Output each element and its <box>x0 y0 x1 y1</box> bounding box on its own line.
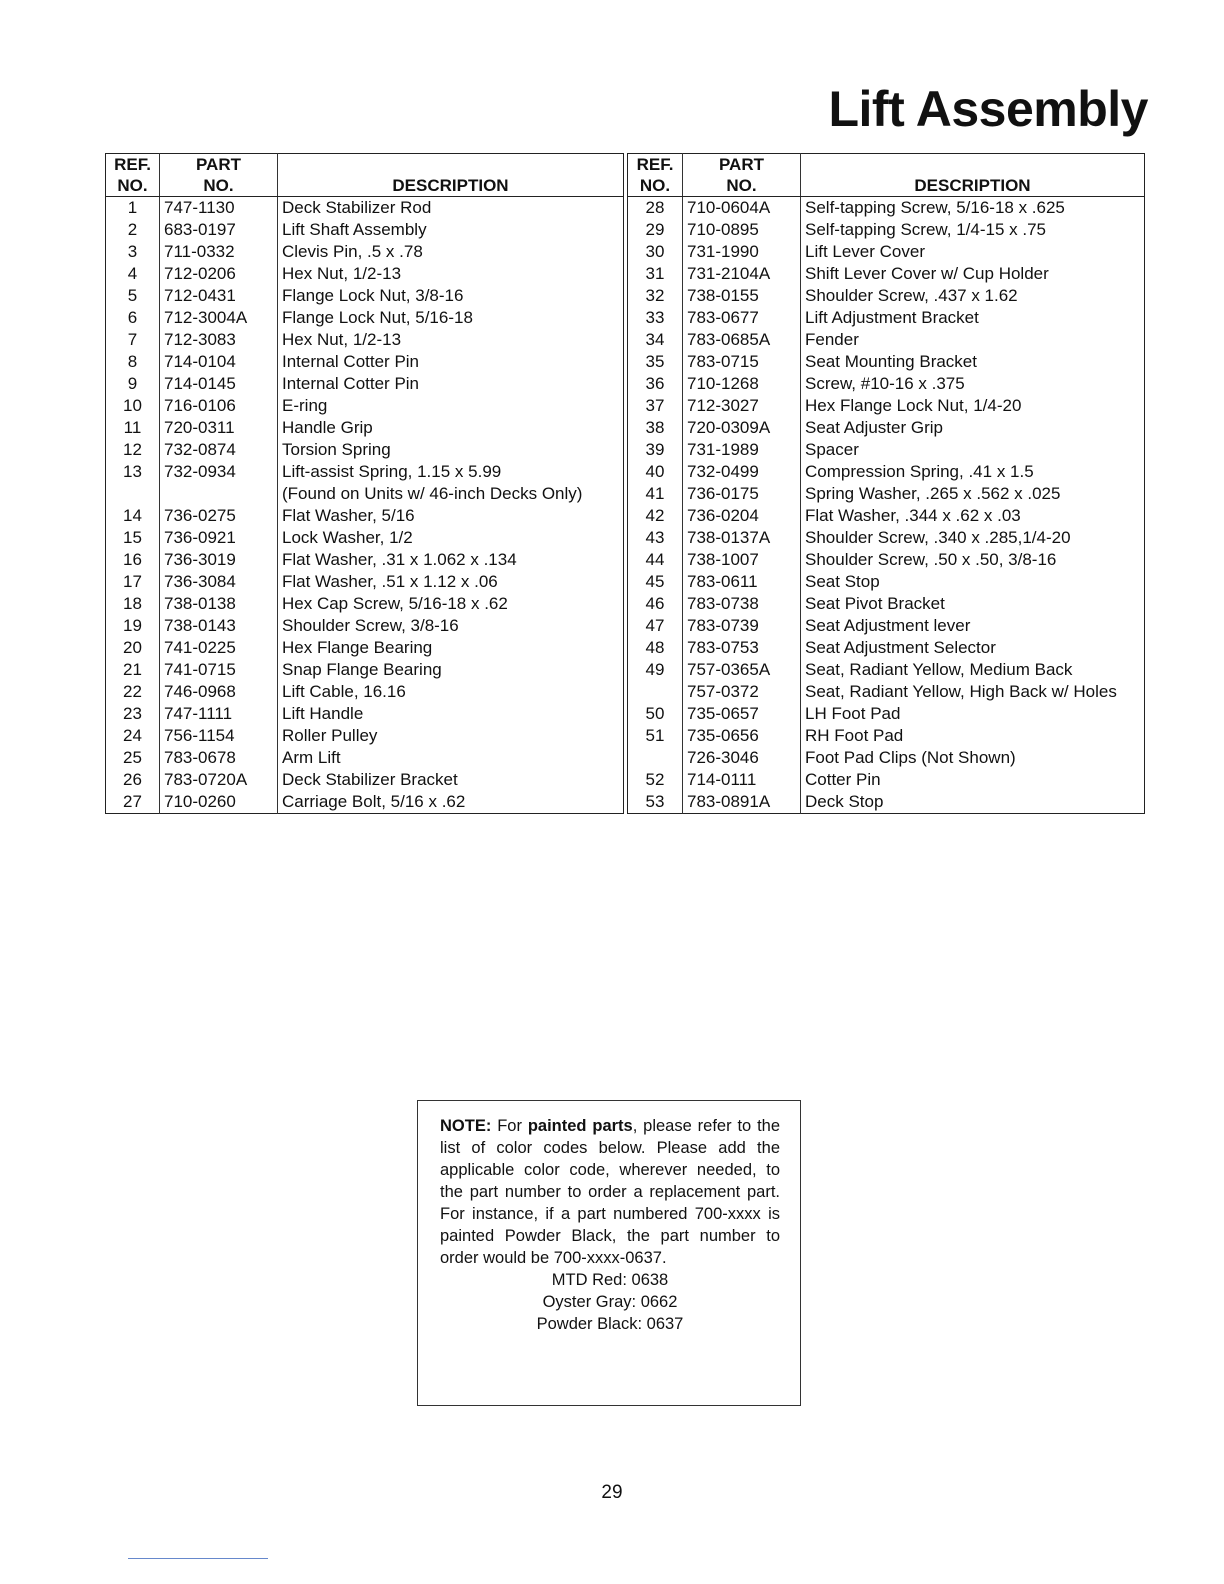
table-row <box>628 285 1145 307</box>
table-row <box>106 615 624 637</box>
ref-no-cell: 8 <box>127 352 138 371</box>
description-header: DESCRIPTION <box>278 154 624 197</box>
description-cell: Self-tapping Screw, 1/4-15 x .75 <box>801 219 1145 241</box>
description-cell: Deck Stop <box>801 791 1145 814</box>
part-no-cell: 731-2104A <box>683 263 801 285</box>
part-no-cell: 738-0155 <box>683 285 801 307</box>
part-no-cell: 738-0138 <box>160 593 278 615</box>
ref-no-cell: 10 <box>123 396 142 415</box>
part-no-cell: 732-0499 <box>683 461 801 483</box>
description-cell: Clevis Pin, .5 x .78 <box>278 241 624 263</box>
description-cell: Shoulder Screw, .437 x 1.62 <box>801 285 1145 307</box>
description-cell: Self-tapping Screw, 5/16-18 x .625 <box>801 197 1145 220</box>
table-row <box>106 483 624 505</box>
table-row <box>628 527 1145 549</box>
ref-no-cell: 48 <box>645 638 665 657</box>
part-no-header: PART NO. <box>160 154 278 197</box>
description-cell: Lift-assist Spring, 1.15 x 5.99 <box>278 461 624 483</box>
table-row <box>628 395 1145 417</box>
table-row <box>106 659 624 681</box>
part-no-cell: 783-0715 <box>683 351 801 373</box>
ref-no-cell: 46 <box>645 594 665 613</box>
ref-no-cell: 36 <box>645 374 665 393</box>
part-no-cell: 683-0197 <box>160 219 278 241</box>
painted-parts-note <box>417 1100 801 1406</box>
part-no-cell: 783-0738 <box>683 593 801 615</box>
ref-no-cell: 17 <box>123 572 142 591</box>
ref-no-cell: 3 <box>127 242 138 261</box>
description-cell: Seat Adjustment Selector <box>801 637 1145 659</box>
description-cell: Shoulder Screw, 3/8-16 <box>278 615 624 637</box>
table-row <box>628 307 1145 329</box>
note-emphasis: painted parts <box>527 1117 633 1135</box>
description-cell: Lift Cable, 16.16 <box>278 681 624 703</box>
ref-no-cell: 9 <box>127 374 138 393</box>
ref-no-cell: 23 <box>123 704 142 723</box>
table-row <box>628 681 1145 703</box>
ref-no-cell: 6 <box>127 308 138 327</box>
parts-table-left <box>105 153 624 814</box>
description-cell: Deck Stabilizer Rod <box>278 197 624 220</box>
ref-no-cell: 33 <box>645 308 665 327</box>
part-no-cell: 710-0604A <box>683 197 801 220</box>
color-code: Oyster Gray: 0662 <box>542 1293 678 1311</box>
description-cell: E-ring <box>278 395 624 417</box>
part-no-cell: 714-0111 <box>683 769 801 791</box>
ref-no-cell: 34 <box>645 330 665 349</box>
ref-no-cell: 13 <box>123 462 142 481</box>
table-row <box>628 615 1145 637</box>
table-row <box>628 439 1145 461</box>
part-no-cell: 741-0715 <box>160 659 278 681</box>
part-no-cell: 736-0204 <box>683 505 801 527</box>
description-cell: Flange Lock Nut, 3/8-16 <box>278 285 624 307</box>
part-no-cell: 720-0311 <box>160 417 278 439</box>
table-row <box>106 219 624 241</box>
part-no-cell: 783-0753 <box>683 637 801 659</box>
part-no-cell: 783-0611 <box>683 571 801 593</box>
description-cell: Cotter Pin <box>801 769 1145 791</box>
part-no-header: PART NO. <box>683 154 801 197</box>
part-no-cell: 756-1154 <box>160 725 278 747</box>
color-codes <box>440 1269 780 1335</box>
description-cell: Lift Shaft Assembly <box>278 219 624 241</box>
description-cell: Seat Mounting Bracket <box>801 351 1145 373</box>
ref-no-cell: 7 <box>127 330 138 349</box>
part-no-cell: 712-3083 <box>160 329 278 351</box>
ref-no-cell: 1 <box>127 198 138 217</box>
description-cell: Flat Washer, .31 x 1.062 x .134 <box>278 549 624 571</box>
part-no-cell: 735-0656 <box>683 725 801 747</box>
parts-table-left-body <box>106 197 624 814</box>
description-cell: Seat, Radiant Yellow, Medium Back <box>801 659 1145 681</box>
part-no-cell: 783-0677 <box>683 307 801 329</box>
ref-no-cell: 26 <box>123 770 142 789</box>
part-no-cell: 732-0934 <box>160 461 278 483</box>
ref-no-header: REF. NO. <box>628 154 683 197</box>
description-cell: Flange Lock Nut, 5/16-18 <box>278 307 624 329</box>
ref-no-cell: 2 <box>127 220 138 239</box>
description-cell: Seat Adjuster Grip <box>801 417 1145 439</box>
description-header: DESCRIPTION <box>801 154 1145 197</box>
table-row <box>106 263 624 285</box>
ref-no-cell: 35 <box>645 352 665 371</box>
part-no-cell: 711-0332 <box>160 241 278 263</box>
ref-no-cell: 11 <box>123 418 142 437</box>
part-no-cell: 714-0104 <box>160 351 278 373</box>
description-cell: Foot Pad Clips (Not Shown) <box>801 747 1145 769</box>
ref-no-cell: 14 <box>123 506 142 525</box>
ref-no-cell: 39 <box>645 440 665 459</box>
ref-no-cell: 25 <box>123 748 142 767</box>
table-row <box>628 703 1145 725</box>
description-cell: Flat Washer, .51 x 1.12 x .06 <box>278 571 624 593</box>
table-row <box>106 461 624 483</box>
description-cell: Hex Flange Bearing <box>278 637 624 659</box>
description-cell: Shift Lever Cover w/ Cup Holder <box>801 263 1145 285</box>
description-cell: Hex Nut, 1/2-13 <box>278 263 624 285</box>
description-cell: Compression Spring, .41 x 1.5 <box>801 461 1145 483</box>
description-cell: Flat Washer, 5/16 <box>278 505 624 527</box>
ref-no-cell <box>106 483 160 505</box>
part-no-cell: 741-0225 <box>160 637 278 659</box>
part-no-cell: 712-3004A <box>160 307 278 329</box>
table-row <box>106 197 624 220</box>
part-no-cell: 747-1130 <box>160 197 278 220</box>
description-cell: Internal Cotter Pin <box>278 373 624 395</box>
table-row <box>106 747 624 769</box>
ref-no-cell: 16 <box>123 550 142 569</box>
table-row <box>106 769 624 791</box>
part-no-cell: 783-0678 <box>160 747 278 769</box>
ref-no-cell: 15 <box>123 528 142 547</box>
description-cell: Screw, #10-16 x .375 <box>801 373 1145 395</box>
ref-no-cell: 4 <box>127 264 138 283</box>
description-cell: Lift Adjustment Bracket <box>801 307 1145 329</box>
part-no-cell: 720-0309A <box>683 417 801 439</box>
table-row <box>628 637 1145 659</box>
table-row <box>628 351 1145 373</box>
description-cell: RH Foot Pad <box>801 725 1145 747</box>
table-row <box>106 285 624 307</box>
part-no-cell: 736-3084 <box>160 571 278 593</box>
note-paragraph: NOTE: For painted parts, please refer to the list of color codes below. Please add the applicable color code, wherever needed, to the part number to order a replacement part. For instance, if a part numbered 700-xxxx is painted Powder Black, the part number to order would be 700-xxxx-0637. <box>440 1117 781 1267</box>
part-no-cell: 738-0137A <box>683 527 801 549</box>
description-cell: Hex Nut, 1/2-13 <box>278 329 624 351</box>
table-row <box>106 241 624 263</box>
table-row <box>628 593 1145 615</box>
ref-no-cell <box>628 681 683 703</box>
description-cell: Lift Lever Cover <box>801 241 1145 263</box>
part-no-cell: 710-1268 <box>683 373 801 395</box>
description-cell: Shoulder Screw, .50 x .50, 3/8-16 <box>801 549 1145 571</box>
part-no-cell: 736-0275 <box>160 505 278 527</box>
description-cell: Deck Stabilizer Bracket <box>278 769 624 791</box>
page-title: Lift Assembly <box>828 81 1148 137</box>
table-row <box>628 329 1145 351</box>
description-cell: Arm Lift <box>278 747 624 769</box>
description-cell: Fender <box>801 329 1145 351</box>
part-no-cell: 783-0891A <box>683 791 801 814</box>
part-no-cell: 738-0143 <box>160 615 278 637</box>
ref-no-cell: 19 <box>123 616 142 635</box>
table-row <box>628 659 1145 681</box>
description-cell: (Found on Units w/ 46-inch Decks Only) <box>278 483 624 505</box>
ref-no-cell: 37 <box>645 396 665 415</box>
ref-no-cell: 45 <box>645 572 665 591</box>
parts-table-right <box>627 153 1145 814</box>
ref-no-cell: 38 <box>645 418 665 437</box>
table-row <box>628 505 1145 527</box>
table-row <box>628 197 1145 220</box>
description-cell: Spring Washer, .265 x .562 x .025 <box>801 483 1145 505</box>
part-no-cell: 783-0720A <box>160 769 278 791</box>
ref-no-cell: 28 <box>645 198 665 217</box>
description-cell: Hex Cap Screw, 5/16-18 x .62 <box>278 593 624 615</box>
part-no-cell: 757-0372 <box>683 681 801 703</box>
part-no-cell: 726-3046 <box>683 747 801 769</box>
ref-no-cell: 51 <box>645 726 665 745</box>
table-row <box>106 417 624 439</box>
ref-no-cell: 49 <box>645 660 665 679</box>
ref-no-cell: 22 <box>123 682 142 701</box>
description-cell: Handle Grip <box>278 417 624 439</box>
part-no-cell: 738-1007 <box>683 549 801 571</box>
table-row <box>106 637 624 659</box>
table-row <box>106 351 624 373</box>
part-no-cell: 732-0874 <box>160 439 278 461</box>
part-no-cell: 746-0968 <box>160 681 278 703</box>
part-no-cell: 783-0739 <box>683 615 801 637</box>
description-cell: Seat Stop <box>801 571 1145 593</box>
table-row <box>628 791 1145 814</box>
table-row <box>106 571 624 593</box>
ref-no-cell: 32 <box>645 286 665 305</box>
footer-rule <box>128 1558 268 1559</box>
part-no-cell: 716-0106 <box>160 395 278 417</box>
part-no-cell: 712-0206 <box>160 263 278 285</box>
ref-no-cell: 44 <box>645 550 665 569</box>
ref-no-cell: 30 <box>645 242 665 261</box>
table-row <box>628 219 1145 241</box>
table-row <box>106 725 624 747</box>
description-cell: Hex Flange Lock Nut, 1/4-20 <box>801 395 1145 417</box>
table-row <box>106 439 624 461</box>
description-cell: Seat Pivot Bracket <box>801 593 1145 615</box>
part-no-cell: 710-0260 <box>160 791 278 814</box>
ref-no-cell: 21 <box>123 660 142 679</box>
ref-no-cell: 29 <box>645 220 665 239</box>
description-cell: Snap Flange Bearing <box>278 659 624 681</box>
ref-no-cell: 52 <box>645 770 665 789</box>
description-cell: Seat Adjustment lever <box>801 615 1145 637</box>
part-no-cell: 714-0145 <box>160 373 278 395</box>
description-cell: LH Foot Pad <box>801 703 1145 725</box>
part-no-cell: 731-1989 <box>683 439 801 461</box>
description-cell: Spacer <box>801 439 1145 461</box>
ref-no-cell: 18 <box>123 594 142 613</box>
table-row <box>106 395 624 417</box>
table-row <box>106 593 624 615</box>
table-row <box>106 549 624 571</box>
description-cell: Torsion Spring <box>278 439 624 461</box>
description-cell: Internal Cotter Pin <box>278 351 624 373</box>
parts-table-right-body <box>628 197 1145 814</box>
table-row <box>628 549 1145 571</box>
ref-no-header: REF. NO. <box>106 154 160 197</box>
part-no-cell: 783-0685A <box>683 329 801 351</box>
part-no-cell: 710-0895 <box>683 219 801 241</box>
table-row <box>628 571 1145 593</box>
description-cell: Lock Washer, 1/2 <box>278 527 624 549</box>
table-row <box>106 373 624 395</box>
ref-no-cell: 42 <box>645 506 665 525</box>
part-no-cell: 736-0175 <box>683 483 801 505</box>
description-cell: Flat Washer, .344 x .62 x .03 <box>801 505 1145 527</box>
ref-no-cell: 27 <box>123 792 142 811</box>
table-row <box>628 241 1145 263</box>
part-no-cell: 736-3019 <box>160 549 278 571</box>
part-no-cell: 757-0365A <box>683 659 801 681</box>
ref-no-cell: 40 <box>645 462 665 481</box>
table-row <box>628 417 1145 439</box>
ref-no-cell: 5 <box>127 286 138 305</box>
ref-no-cell: 47 <box>645 616 665 635</box>
part-no-cell: 747-1111 <box>160 703 278 725</box>
table-row <box>628 769 1145 791</box>
description-cell: Roller Pulley <box>278 725 624 747</box>
table-row <box>106 329 624 351</box>
description-cell: Seat, Radiant Yellow, High Back w/ Holes <box>801 681 1145 703</box>
ref-no-cell: 41 <box>645 484 665 503</box>
page-number: 29 <box>601 1482 623 1503</box>
table-row <box>628 483 1145 505</box>
table-row <box>628 373 1145 395</box>
table-row <box>628 461 1145 483</box>
ref-no-cell: 50 <box>645 704 665 723</box>
ref-no-cell: 24 <box>123 726 142 745</box>
table-row <box>628 263 1145 285</box>
description-cell: Lift Handle <box>278 703 624 725</box>
table-row <box>106 307 624 329</box>
table-row <box>106 791 624 814</box>
ref-no-cell: 31 <box>645 264 665 283</box>
ref-no-cell <box>628 747 683 769</box>
table-row <box>628 747 1145 769</box>
color-code: Powder Black: 0637 <box>536 1315 684 1333</box>
ref-no-cell: 12 <box>123 440 142 459</box>
table-row <box>106 527 624 549</box>
part-no-cell: 736-0921 <box>160 527 278 549</box>
part-no-cell: 712-3027 <box>683 395 801 417</box>
ref-no-cell: 43 <box>645 528 665 547</box>
ref-no-cell: 53 <box>645 792 665 811</box>
table-row <box>106 505 624 527</box>
description-cell: Carriage Bolt, 5/16 x .62 <box>278 791 624 814</box>
part-no-cell: 731-1990 <box>683 241 801 263</box>
table-row <box>106 703 624 725</box>
color-code: MTD Red: 0638 <box>551 1271 669 1289</box>
description-cell: Shoulder Screw, .340 x .285,1/4-20 <box>801 527 1145 549</box>
part-no-cell: 712-0431 <box>160 285 278 307</box>
table-row <box>106 681 624 703</box>
table-row <box>628 725 1145 747</box>
part-no-cell: 735-0657 <box>683 703 801 725</box>
part-no-cell <box>160 483 278 505</box>
note-label: NOTE: <box>440 1117 492 1135</box>
ref-no-cell: 20 <box>123 638 142 657</box>
